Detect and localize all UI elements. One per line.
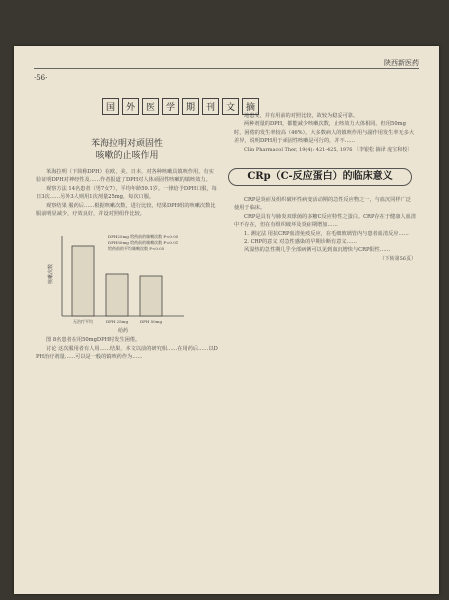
article2-paragraph: CRP是炎症及组织破坏性病变活动期的急性反应物之一，与血沉同样广泛使用于临床。 [234, 197, 411, 212]
banner-char: 国 [102, 98, 119, 115]
article1-discussion: 讨论 这次服用者有人用……结果，本文以前的研究相……在用药后……以DPH治疗剂量……可以是一般的镇咳药作为…… [36, 345, 218, 361]
article1-paragraph: 地患受，并有用前的对照比较，故较为稳妥可靠。 [244, 113, 359, 119]
banner-char: 刊 [202, 98, 219, 115]
banner-char: 医 [142, 98, 159, 115]
article1-title-line: 苯海拉明对顽固性 [90, 139, 163, 149]
article2-paragraph: CRP是具有与肺炎双球菌的多糖C反应特性之蛋白。CRP存在于健康人血清中不存在，但在有组织破坏及炎症期增加…… [234, 213, 416, 229]
banner-char: 外 [122, 98, 139, 115]
article2-title: CRp（C-反应蛋白）的临床意义 [247, 171, 393, 183]
article2-paragraph: 2. CRP的意义 对急性感染的早期诊断有意义…… [244, 239, 357, 246]
right-column [234, 112, 416, 263]
cough-chart [44, 224, 194, 334]
chart-category: 无治疗平均 [73, 319, 93, 325]
article2-paragraph: 风湿热的急性期几乎全部病例可以见到血沉增快与CRP阳性…… [244, 247, 391, 254]
chart-legend: DPH25mg 给药前的咳嗽次数 P<0.05 [108, 234, 179, 240]
chart-category: DPH 50mg [139, 319, 163, 325]
left-column [36, 138, 218, 362]
chart-category: DPH 25mg [105, 319, 129, 325]
article1-paragraph: 两种剂量的DPH，都能减少咳嗽次数，止咳效力大体相同。但用50mg时，困倦的发生率较高（46%）。大多数病人的镇咳作用与副作用发生率无多大差异，说明DPH用于顽固性咳嗽是可行的，并不…… [234, 121, 415, 145]
page-number: ·56· [34, 74, 48, 82]
chart-ylabel: 咳嗽次数 [48, 264, 54, 285]
banner-char: 文 [222, 98, 239, 115]
article1-paragraph: 观察结果 服药后……根据咳嗽次数，进行比较，结果DPH组的咳嗽次数比服前明显减少，疗效良好，并设对照组作比较。 [36, 202, 216, 218]
chart-xlabel: 给药 [117, 328, 129, 335]
article2-title-box [228, 168, 412, 186]
article1-reference: Clin Pharmacol Ther, 19(4): 421-425, 1976 〔李银松 摘译 庞宝和校〕 [244, 146, 413, 153]
chart-legend: 给药前的平均咳嗽次数 P<0.05 [108, 246, 165, 252]
journal-name: 陕西新医药 [384, 59, 419, 67]
chart-bar-control [72, 246, 94, 316]
article2-paragraph: 1. 测定法 用抗CRP血清免疫反应，在毛细玻璃管内与患者血清反应…… [244, 230, 409, 237]
header-rule [34, 68, 419, 69]
article1-paragraph: 观察方法 14名患者（男7女7），平均年龄59.1岁。一律给予DPH口服，每日3次……另外3人则用1次剂量25mg，每次口服。 [36, 185, 217, 201]
article1-title [36, 138, 218, 162]
banner-char: 学 [162, 98, 179, 115]
continued-note: （下转第56页） [379, 255, 416, 262]
chart-caption: 图 8名患者在用50mgDPH时发生困倦。 [46, 337, 141, 344]
article1-title-line: 咳嗽的止咳作用 [95, 151, 159, 161]
article1-paragraph: 苯海拉明（下简称DPH）在欧、美、日本，对各种咳嗽具镇咳作用，有实验证明DPH对神经性及……作者报道了DPH对人体顽固性咳嗽的镇咳效力。 [36, 169, 214, 184]
banner-char: 期 [182, 98, 199, 115]
document-page [14, 46, 439, 594]
chart-bar-dph25 [106, 274, 128, 316]
banner-char: 摘 [242, 98, 259, 115]
chart-bar-dph50 [140, 276, 162, 316]
chart-legend: DPH50mg 给药前的咳嗽次数 P<0.01 [108, 240, 179, 246]
